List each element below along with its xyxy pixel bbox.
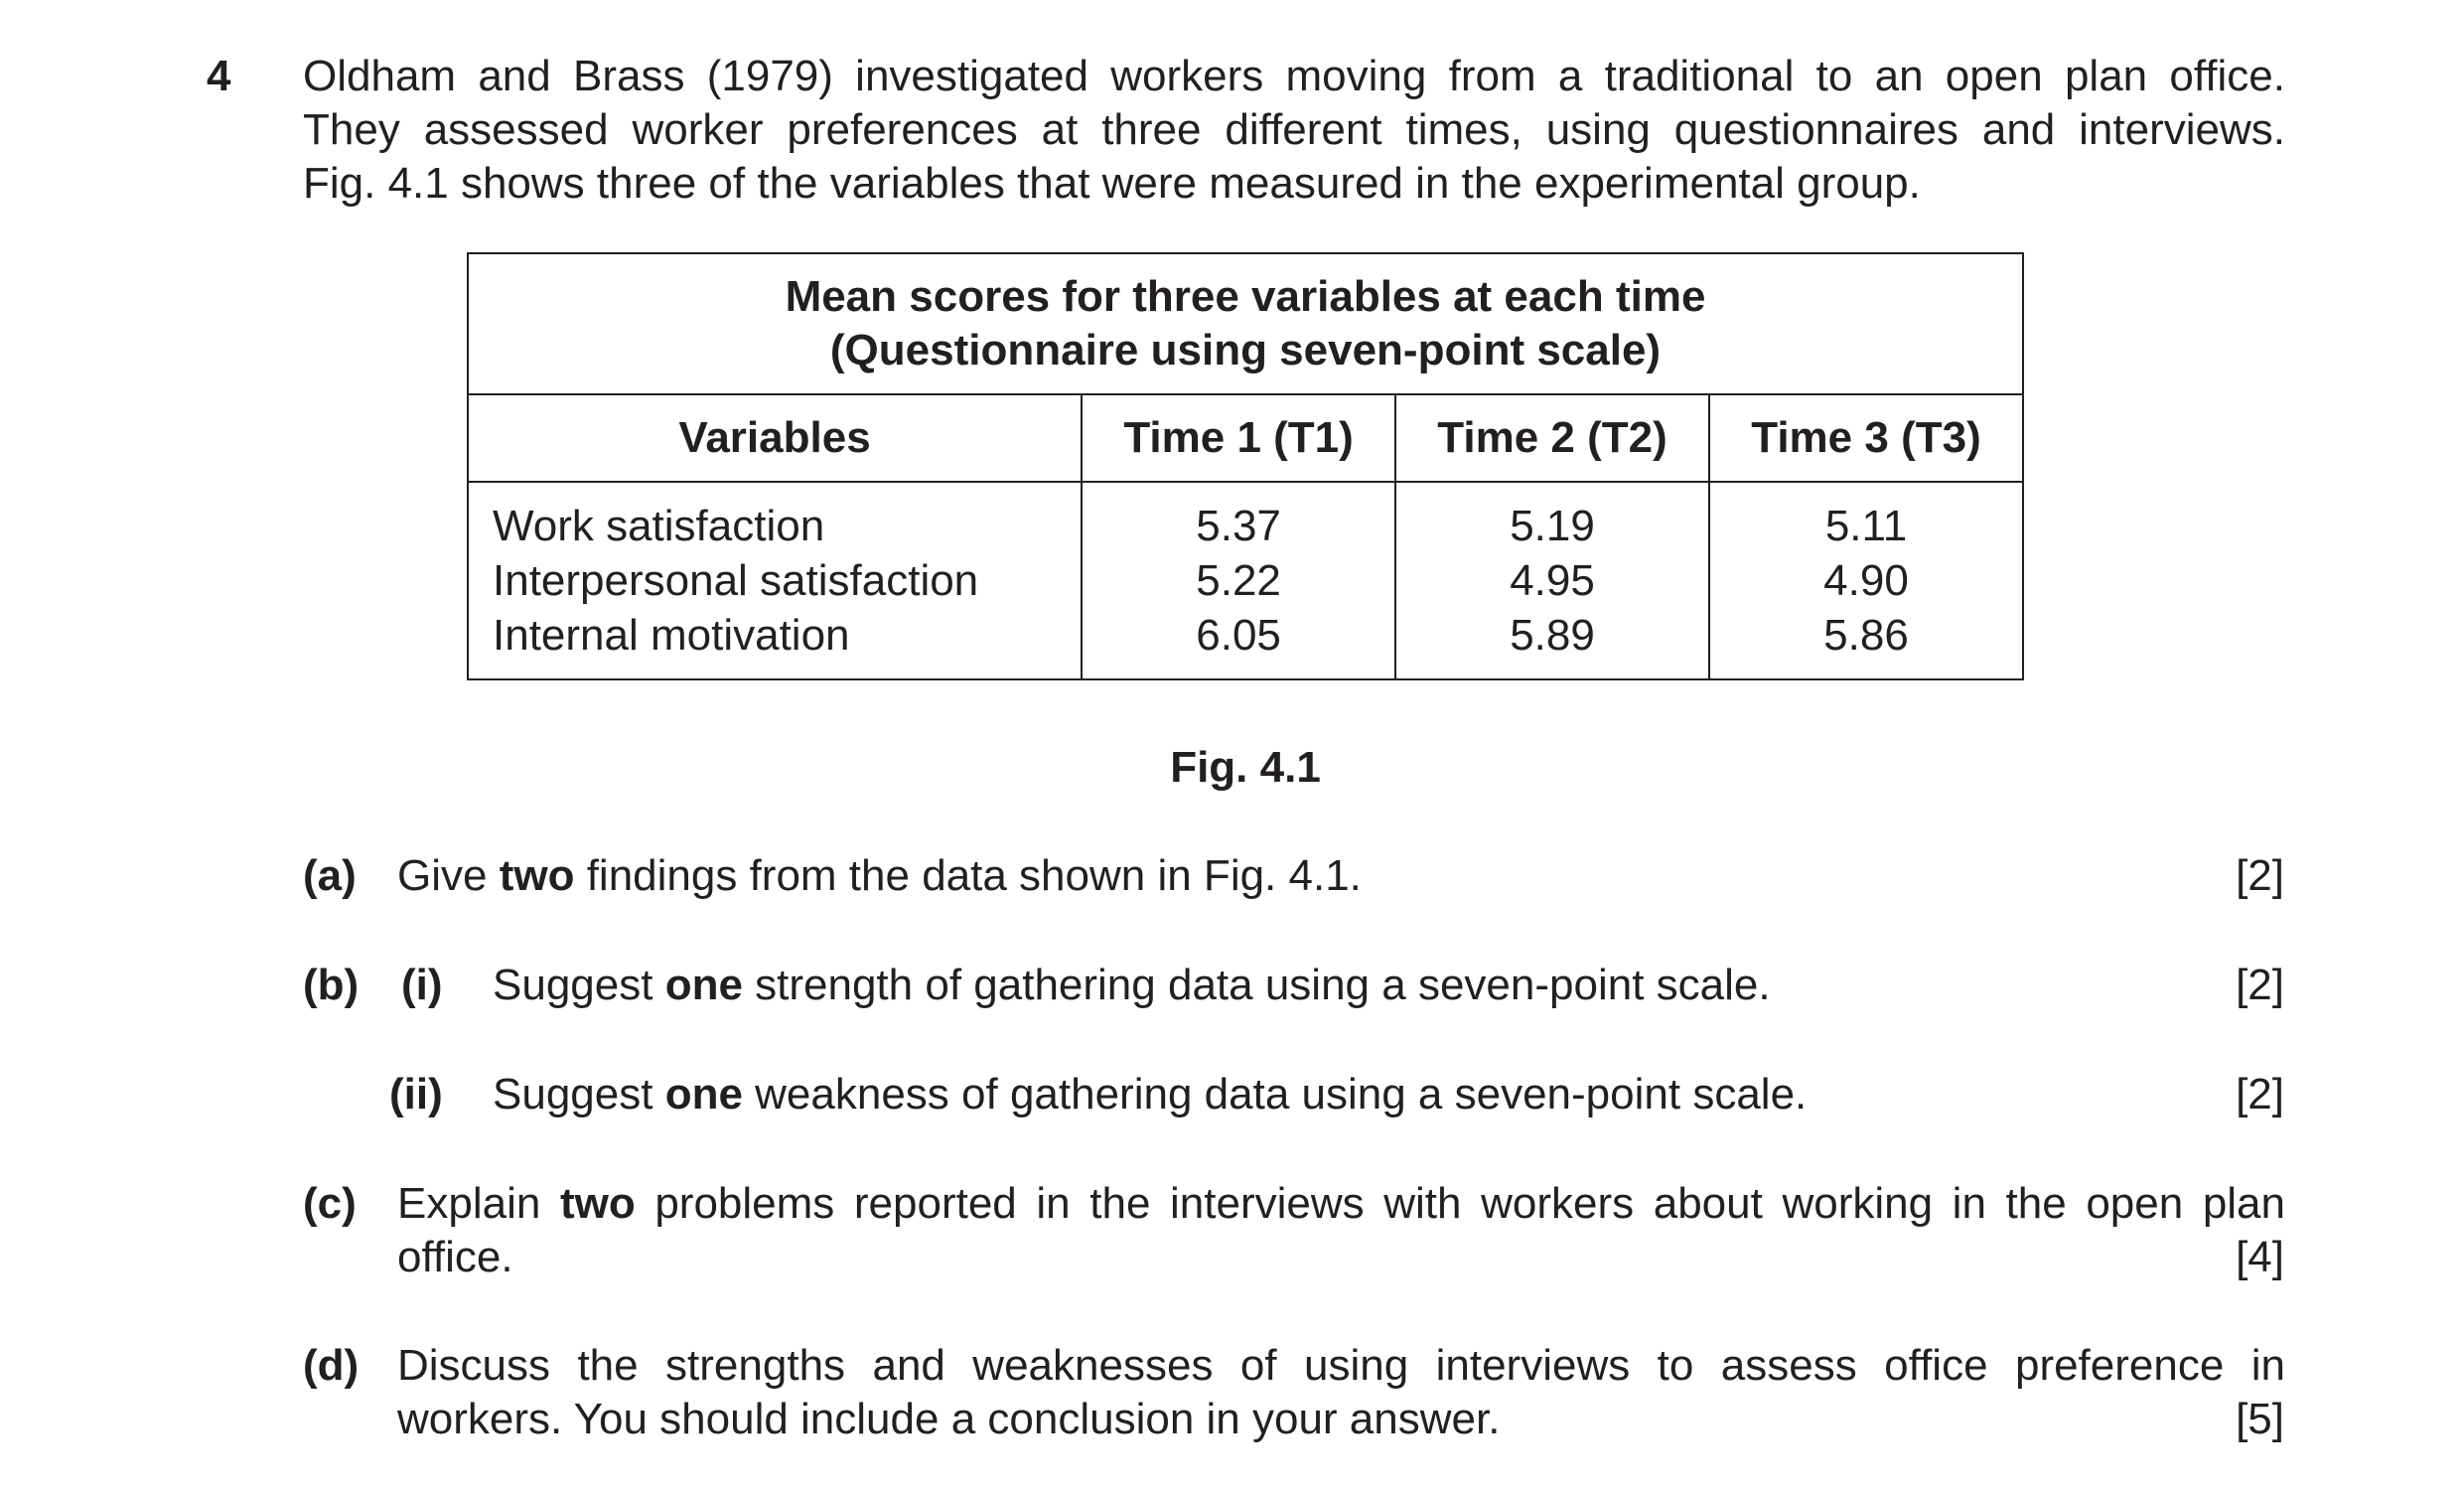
t2-value: 5.19	[1510, 502, 1595, 550]
variable-internal-motivation: Internal motivation	[493, 611, 850, 660]
table-title	[468, 253, 2023, 394]
part-b-i-bold: one	[664, 961, 743, 1009]
intro-line-1: Oldham and Brass (1979) investigated workers moving from a traditional to an open plan office.	[303, 52, 2285, 100]
part-a-post: findings from the data shown in Fig. 4.1.	[574, 851, 1362, 900]
table-header-row	[468, 394, 2023, 482]
part-a-bold: two	[499, 851, 575, 900]
t1-value: 6.05	[1196, 611, 1281, 660]
header-time-2: Time 2 (T2)	[1395, 394, 1709, 482]
part-b-i-pre: Suggest	[493, 961, 665, 1009]
part-c-line-1	[397, 1177, 2285, 1231]
question-number: 4	[207, 52, 231, 100]
part-b-i-post: strength of gathering data using a seven-point scale.	[742, 961, 1771, 1009]
t3-value: 5.86	[1823, 611, 1909, 660]
part-b-ii-label: (ii)	[389, 1070, 443, 1118]
part-b-i-label: (i)	[401, 961, 443, 1009]
part-b-ii-bold: one	[664, 1070, 743, 1118]
part-c-text	[397, 1177, 2285, 1284]
part-a-text	[397, 849, 1362, 903]
part-c-pre: Explain	[397, 1179, 560, 1228]
part-c-label: (c)	[303, 1179, 357, 1228]
header-variables: Variables	[468, 394, 1082, 482]
part-b-i-text	[493, 959, 1771, 1012]
variable-interpersonal-satisfaction: Interpersonal satisfaction	[493, 556, 979, 605]
part-a-pre: Give	[397, 851, 500, 900]
time-3-column	[1709, 482, 2023, 679]
table-body-row	[468, 482, 2023, 679]
part-d-line-1: Discuss the strengths and weaknesses of using interviews to assess office preference in	[397, 1341, 2285, 1390]
part-d-label: (d)	[303, 1341, 360, 1390]
time-2-column	[1395, 482, 1709, 679]
figure-caption: Fig. 4.1	[1170, 743, 1321, 792]
t1-value: 5.22	[1196, 556, 1281, 605]
part-d-text	[397, 1339, 2285, 1446]
variable-work-satisfaction: Work satisfaction	[493, 502, 825, 550]
header-time-3: Time 3 (T3)	[1709, 394, 2023, 482]
part-b-ii-text	[493, 1068, 1807, 1121]
table-title-line-2: (Questionnaire using seven-point scale)	[829, 326, 1662, 374]
part-d-line-2: workers. You should include a conclusion in your answer.	[397, 1395, 1501, 1443]
part-a-marks: [2]	[2236, 851, 2284, 900]
part-c-bold: two	[559, 1179, 636, 1228]
intro-line-3: Fig. 4.1 shows three of the variables that were measured in the experimental group.	[303, 159, 1921, 208]
part-a-label: (a)	[303, 851, 357, 900]
intro-line-2: They assessed worker preferences at three different times, using questionnaires and interviews.	[303, 105, 2285, 154]
part-b-ii-marks: [2]	[2236, 1070, 2284, 1118]
variables-column	[468, 482, 1082, 679]
part-c-line-2: office.	[397, 1233, 513, 1281]
table-title-line-1: Mean scores for three variables at each time	[785, 272, 1706, 321]
time-1-column	[1082, 482, 1395, 679]
mean-scores-table	[467, 252, 2024, 680]
t3-value: 4.90	[1823, 556, 1909, 605]
part-b-i-marks: [2]	[2236, 961, 2284, 1009]
header-time-1: Time 1 (T1)	[1082, 394, 1395, 482]
t2-value: 5.89	[1510, 611, 1595, 660]
part-c-marks: [4]	[2236, 1233, 2284, 1281]
part-d-marks: [5]	[2236, 1395, 2284, 1443]
t2-value: 4.95	[1510, 556, 1595, 605]
part-b-ii-post: weakness of gathering data using a seven-point scale.	[742, 1070, 1808, 1118]
part-c-post: problems reported in the interviews with workers about working in the open plan	[635, 1179, 2286, 1228]
part-b-label: (b)	[303, 961, 360, 1009]
question-intro	[303, 50, 2285, 211]
t3-value: 5.11	[1824, 502, 1908, 550]
part-b-ii-pre: Suggest	[493, 1070, 665, 1118]
t1-value: 5.37	[1196, 502, 1281, 550]
